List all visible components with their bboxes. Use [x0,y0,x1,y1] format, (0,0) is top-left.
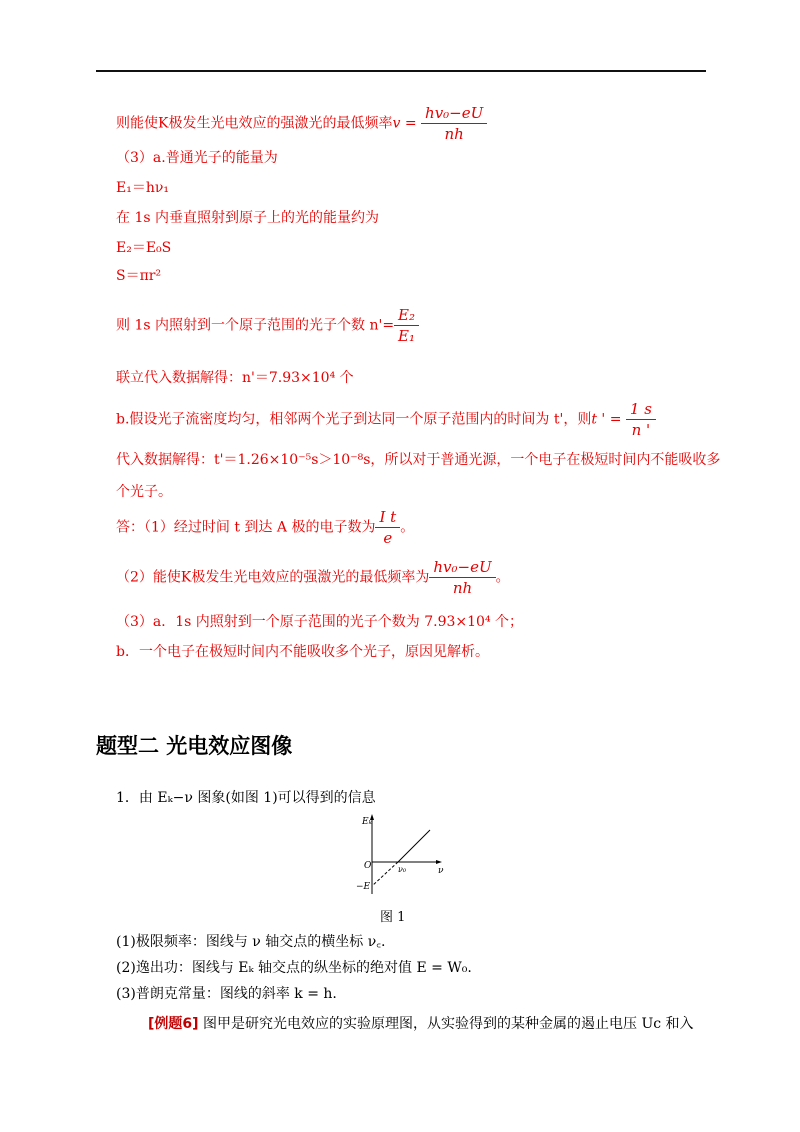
header-rule [96,70,706,72]
x-axis-label: ν [438,866,444,876]
text: b.假设光子流密度均匀，相邻两个光子到达同一个原子范围内的时间为 t'，则 [116,411,592,428]
answer-line-s: S＝πr² [116,268,162,284]
answer-line-3a: （3）a.普通光子的能量为 [116,150,278,166]
answer-line-n-result: 联立代入数据解得：n'＝7.93×10⁴ 个 [116,370,354,386]
y-axis-label: Eₖ [362,817,372,827]
answer-line-e1: E₁＝hν₁ [116,180,169,196]
x-axis-arrow [436,860,442,864]
text: 答：（1）经过时间 t 到达 A 极的电子数为 [116,519,376,536]
fraction-min-frequency-2 [429,558,495,597]
point-work-function: (2)逸出功：图线与 Eₖ 轴交点的纵坐标的绝对值 E = W₀. [116,960,472,976]
section-title: 题型二 光电效应图像 [96,734,293,758]
denominator: nh [444,125,464,143]
answer-summary-3b: b．一个电子在极短时间内不能吸收多个光子，原因见解析。 [116,644,489,660]
text: 则能使K极发生光电效应的强激光的最低频率 [116,115,393,132]
graph-line [398,830,430,862]
fraction-e2-e1 [394,306,419,345]
answer-line-t-result: 代入数据解得：t'＝1.26×10⁻⁵s＞10⁻⁸s，所以对于普通光源，一个电子在极短时间内不能吸收多 [116,452,721,468]
fraction-min-frequency [421,104,487,143]
nu0-label: ν₀ [398,865,407,874]
answer-line-min-frequency [116,104,487,143]
lhs-t: t ' = [591,411,626,428]
figure-caption: 图 1 [380,910,406,925]
origin-label: O [364,861,372,871]
var-v: v [392,115,401,132]
period: 。 [400,519,415,536]
point-threshold-frequency: (1)极限频率：图线与 ν 轴交点的横坐标 ν꜀. [116,934,386,950]
fraction-t [626,400,656,439]
numerator: hv₀−eU [429,558,495,578]
fraction-it-e [375,508,400,547]
answer-line-energy-desc: 在 1s 内垂直照射到原子上的光的能量约为 [116,210,379,226]
period: 。 [495,569,510,586]
text: 则 1s 内照射到一个原子范围的光子个数 n' [116,317,383,334]
answer-summary-3a: （3）a．1s 内照射到一个原子范围的光子个数为 7.93×10⁴ 个； [116,614,524,630]
answer-line-photon-count [116,306,419,345]
equals: = [382,317,395,334]
denominator: e [383,529,393,547]
example-6 [148,1014,694,1034]
equals: = [400,115,422,132]
answer-summary-2 [116,558,510,597]
item-1: 1．由 Eₖ−ν 图象(如图 1)可以得到的信息 [116,790,376,806]
numerator: I t [375,508,400,528]
denominator: E₁ [398,327,416,345]
answer-line-e2: E₂＝E₀S [116,240,172,256]
answer-summary-1 [116,508,414,547]
example-text: 图甲是研究光电效应的实验原理图，从实验得到的某种金属的遏止电压 Uc 和入 [198,1016,694,1032]
denominator: n ' [631,421,651,439]
answer-line-photons: 个光子。 [116,484,172,500]
neg-e-label: −E [356,882,371,892]
numerator: 1 s [626,400,656,420]
text: （2）能使K极发生光电效应的强激光的最低频率为 [116,569,430,586]
point-planck-constant: (3)普朗克常量：图线的斜率 k = h. [116,986,337,1002]
numerator: E₂ [394,306,419,326]
denominator: nh [452,579,473,597]
answer-line-b-assumption [116,400,656,439]
figure-ek-v-graph [352,812,452,902]
example-label: [例题6] [148,1016,199,1032]
numerator: hv₀−eU [421,104,487,124]
graph-line-extension [372,862,398,886]
